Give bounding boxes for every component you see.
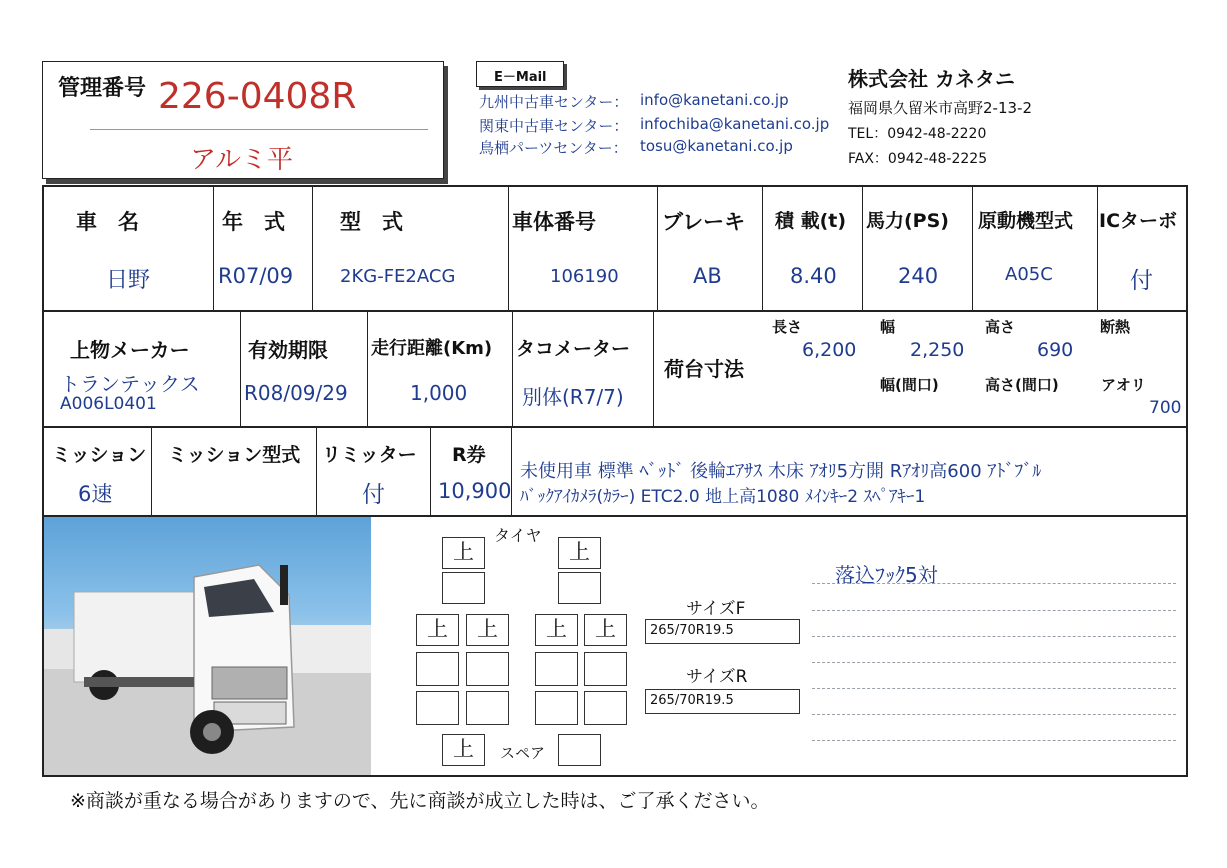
label-width: 幅 — [880, 318, 896, 336]
label-expiry: 有効期限 — [248, 338, 328, 362]
tire-spare-right — [558, 734, 601, 766]
value-year: R07/09 — [218, 264, 294, 288]
label-width-opening: 幅(間口) — [880, 376, 939, 394]
tire-rear-left-inner-mid — [466, 652, 509, 686]
label-brake: ブレーキ — [662, 210, 746, 234]
value-aori: 700 — [1149, 398, 1182, 418]
company-fax: FAX：0942-48-2225 — [848, 151, 988, 167]
tire-rear-left-inner-bottom — [466, 691, 509, 725]
tire-rear-left-outer-mid — [416, 652, 459, 686]
size-f-field: 265/70R19.5 — [645, 619, 800, 644]
value-height: 690 — [1037, 339, 1074, 361]
value-body-maker: トランテックス — [60, 372, 200, 396]
label-year: 年 式 — [222, 210, 285, 234]
label-length: 長さ — [772, 318, 803, 336]
value-chassis-number: 106190 — [550, 266, 619, 287]
tire-rear-right-inner-top: 上 — [535, 614, 578, 646]
label-mileage: 走行距離(Km) — [371, 338, 493, 359]
value-capacity: 8.40 — [790, 264, 837, 288]
email-center: 九州中古車センター： — [479, 93, 629, 111]
value-model: 2KG-FE2ACG — [340, 266, 456, 287]
value-ic-turbo: 付 — [1130, 268, 1153, 294]
body-type: アルミ平 — [190, 145, 293, 175]
value-limiter: 付 — [362, 482, 385, 508]
tire-spare-left: 上 — [442, 734, 485, 766]
email-address[interactable]: infochiba@kanetani.co.jp — [640, 115, 830, 133]
label-cargo-dims: 荷台寸法 — [664, 357, 744, 381]
tire-rear-left-outer-bottom — [416, 691, 459, 725]
value-horsepower: 240 — [898, 264, 939, 288]
label-engine-model: 原動機型式 — [978, 210, 1074, 232]
email-address[interactable]: tosu@kanetani.co.jp — [640, 137, 793, 155]
email-center: 鳥栖パーツセンター： — [479, 139, 628, 157]
tire-title: タイヤ — [494, 526, 542, 545]
label-aori: アオリ — [1101, 376, 1146, 394]
footer-note: ※商談が重なる場合がありますので、先に商談が成立した時は、ご了承ください。 — [70, 790, 770, 812]
value-width: 2,250 — [910, 339, 965, 361]
tire-remark: 落込ﾌｯｸ5対 — [835, 563, 938, 587]
label-r-ticket: R券 — [452, 444, 486, 466]
label-model: 型 式 — [340, 210, 403, 234]
label-chassis-number: 車体番号 — [512, 210, 596, 234]
label-insulation: 断熱 — [1100, 318, 1131, 336]
row-divider — [42, 426, 1188, 428]
label-car-name: 車 名 — [76, 210, 139, 234]
label-tachometer: タコメーター — [516, 338, 631, 360]
value-car-name: 日野 — [106, 268, 151, 293]
value-r-ticket: 10,900 — [438, 479, 512, 503]
tire-front-left-bottom — [442, 572, 485, 604]
label-capacity: 積 載(t) — [775, 210, 847, 232]
email-badge-label: E－Mail — [494, 70, 547, 85]
tire-front-right-bottom — [558, 572, 601, 604]
spare-label: スペア — [500, 744, 546, 762]
truck-icon — [44, 517, 371, 775]
notes-line-2: ﾊﾞｯｸｱｲｶﾒﾗ(ｶﾗｰ) ETC2.0 地上高1080 ﾒｲﾝｷｰ2 ｽﾍﾟｱｷｰ1 — [520, 487, 926, 507]
label-ic-turbo: ICターボ — [1099, 210, 1178, 232]
label-mission: ミッション — [52, 444, 147, 466]
size-f-label: サイズF — [686, 599, 746, 619]
value-tachometer: 別体(R7/7) — [522, 385, 624, 409]
label-mission-type: ミッション型式 — [168, 444, 301, 466]
tire-rear-right-outer-bottom — [584, 691, 627, 725]
label-body-maker: 上物メーカー — [70, 338, 190, 362]
value-brake: AB — [693, 264, 722, 288]
value-length: 6,200 — [802, 339, 857, 361]
notes-line-1: 未使用車 標準 ﾍﾞｯﾄﾞ 後輪ｴｱｻｽ 木床 ｱｵﾘ5方開 Rｱｵﾘ高600 ｱﾄﾞﾌﾞﾙ — [520, 461, 1042, 482]
tire-rear-left-outer-top: 上 — [416, 614, 459, 646]
label-horsepower: 馬力(PS) — [866, 210, 949, 232]
tire-rear-right-inner-bottom — [535, 691, 578, 725]
email-address[interactable]: info@kanetani.co.jp — [640, 91, 789, 109]
company-address: 福岡県久留米市高野2-13-2 — [848, 99, 1032, 117]
row-divider — [42, 310, 1188, 312]
tire-rear-left-inner-top: 上 — [466, 614, 509, 646]
value-mileage: 1,000 — [410, 381, 468, 405]
label-limiter: リミッター — [322, 444, 417, 466]
label-height-opening: 高さ(間口) — [985, 376, 1059, 394]
company-name: 株式会社 カネタニ — [848, 67, 1015, 91]
size-r-label: サイズR — [686, 667, 748, 687]
tire-front-right-top: 上 — [558, 537, 601, 569]
tire-rear-right-inner-mid — [535, 652, 578, 686]
value-body-maker-code: A006L0401 — [60, 394, 157, 414]
mgmt-number: 226-0408R — [158, 76, 357, 117]
mgmt-label: 管理番号 — [58, 76, 147, 101]
tire-front-left-top: 上 — [442, 537, 485, 569]
truck-photo — [44, 517, 371, 775]
label-height: 高さ — [985, 318, 1016, 336]
tire-rear-right-outer-mid — [584, 652, 627, 686]
value-expiry: R08/09/29 — [244, 381, 348, 405]
value-mission: 6速 — [78, 482, 113, 506]
mgmt-divider — [90, 129, 428, 130]
email-center: 関東中古車センター： — [479, 117, 629, 135]
value-engine-model: A05C — [1005, 264, 1053, 285]
size-r-field: 265/70R19.5 — [645, 689, 800, 714]
tire-rear-right-outer-top: 上 — [584, 614, 627, 646]
company-tel: TEL：0942-48-2220 — [848, 126, 987, 142]
